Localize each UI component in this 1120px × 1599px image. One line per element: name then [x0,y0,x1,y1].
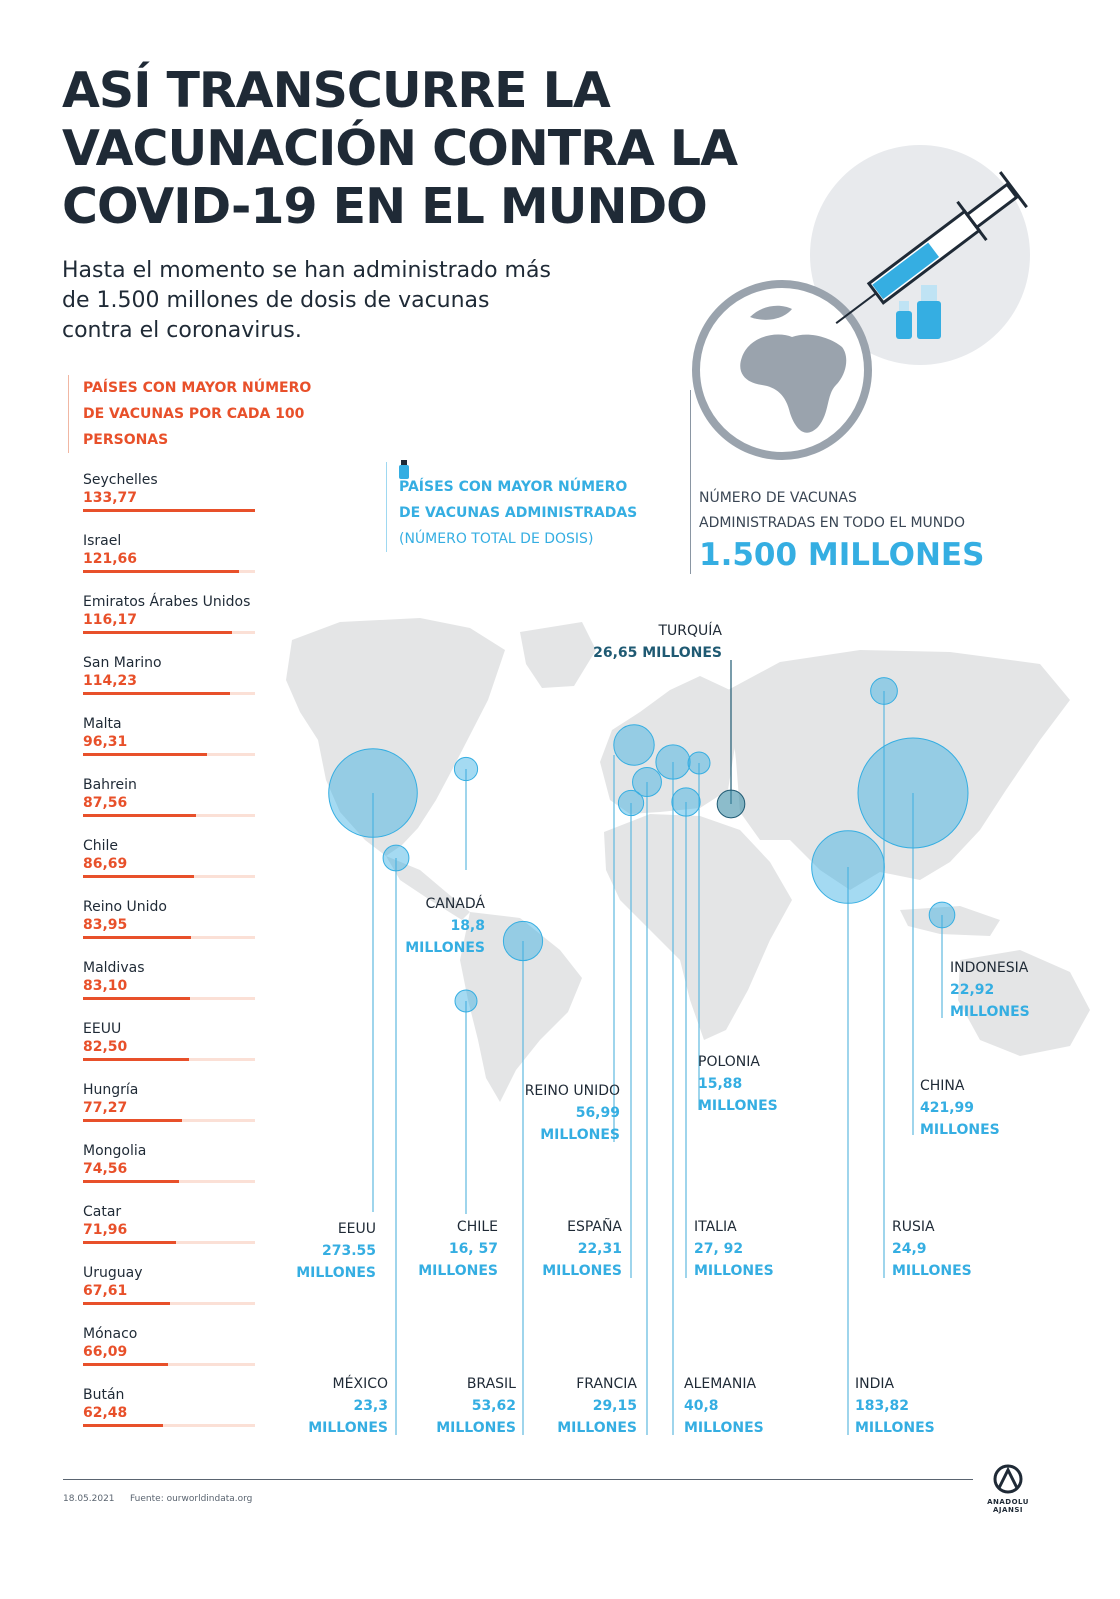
anadolu-logo-text: ANADOLU AJANSI [987,1498,1029,1514]
callout-country-name: ALEMANIA [684,1376,757,1392]
country-callout [418,1216,498,1282]
country-callout [694,1216,774,1282]
callout-value: 26,65 MILLONES [593,645,722,661]
callout-unit: MILLONES [296,1265,376,1281]
callout-unit: MILLONES [540,1127,620,1143]
ranking-value: 62,48 [83,1405,128,1421]
callout-country-name: CHINA [920,1078,965,1094]
country-bubble [656,745,690,779]
ranking-value: 82,50 [83,1039,128,1055]
callout-country-name: CHILE [456,1219,498,1235]
callout-country-name: ITALIA [694,1219,737,1235]
ranking-country-name: Mongolia [83,1143,147,1159]
anadolu-logo-icon [990,1464,1026,1494]
country-callout [542,1216,622,1282]
ranking-value: 74,56 [83,1161,128,1177]
totals-heading-line: PAÍSES CON MAYOR NÚMERO [399,479,628,495]
ranking-heading-line: DE VACUNAS POR CADA 100 [83,406,305,422]
callout-country-name: INDONESIA [950,960,1029,976]
callout-value: 15,88 [698,1076,743,1092]
country-bubble [858,738,968,848]
callout-country-name: REINO UNIDO [524,1083,620,1099]
callout-country-name: CANADÁ [425,896,485,912]
country-bubble [812,831,885,904]
callout-value: 16, 57 [448,1241,498,1257]
callout-value: 40,8 [684,1398,719,1414]
country-callout [308,1373,388,1439]
subtitle-line: de 1.500 millones de dosis de vacunas [62,288,490,313]
callout-value: 421,99 [920,1100,975,1116]
greenland-shape [520,622,596,688]
africa-shape [604,814,792,1040]
country-bubble [688,752,710,774]
country-bubble [454,757,477,780]
country-bubble [633,768,662,797]
ranking-country-name: EEUU [83,1021,122,1037]
callout-unit: MILLONES [418,1263,498,1279]
ranking-value: 133,77 [83,490,138,506]
country-bubble [614,725,654,765]
ranking-value: 77,27 [83,1100,128,1116]
country-bubble [672,788,700,816]
ranking-country-name: Seychelles [83,472,158,488]
callout-unit: MILLONES [694,1263,774,1279]
callout-value: 24,9 [892,1241,927,1257]
world-total-value: 1.500 MILLONES [699,537,985,573]
callout-unit: MILLONES [950,1004,1030,1020]
country-callout [920,1075,1000,1141]
ranking-value: 87,56 [83,795,128,811]
callout-country-name: RUSIA [892,1219,935,1235]
callout-unit: MILLONES [698,1098,778,1114]
country-callout [557,1373,637,1439]
callout-country-name: ESPAÑA [567,1219,622,1235]
ranking-country-name: Uruguay [83,1265,143,1281]
anadolu-logo [978,1464,1038,1514]
ranking-country-name: Israel [83,533,122,549]
country-callout [684,1373,764,1439]
ranking-value: 114,23 [83,673,138,689]
callout-unit: MILLONES [855,1420,935,1436]
country-bubble [455,990,477,1012]
callout-value: 22,92 [950,982,995,998]
ranking-value: 71,96 [83,1222,128,1238]
footer-source: Fuente: ourworldindata.org [130,1494,253,1504]
title-line: VACUNACIÓN CONTRA LA [62,120,738,177]
callout-value: 27, 92 [694,1241,744,1257]
ranking-country-name: Emiratos Árabes Unidos [83,594,251,610]
callout-country-name: POLONIA [698,1054,760,1070]
callout-value: 183,82 [855,1398,910,1414]
country-bubble [383,845,409,871]
ranking-value: 96,31 [83,734,128,750]
ranking-country-name: Bután [83,1387,125,1403]
country-callout [436,1373,516,1439]
country-bubble [503,921,542,960]
callout-unit: MILLONES [308,1420,388,1436]
country-callout [698,1051,778,1117]
country-callout [525,1080,620,1146]
callout-value: 56,99 [575,1105,620,1121]
subtitle-line: Hasta el momento se han administrado más [62,258,551,283]
totals-heading-line: (NÚMERO TOTAL DE DOSIS) [399,531,594,547]
ranking-value: 116,17 [83,612,138,628]
country-callout [892,1216,972,1282]
footer-divider [63,1479,973,1480]
footer-date: 18.05.2021 [63,1494,115,1504]
callout-value: 53,62 [471,1398,516,1414]
title-line: COVID-19 EN EL MUNDO [62,178,707,235]
ranking-value: 86,69 [83,856,128,872]
callout-unit: MILLONES [405,940,485,956]
callout-country-name: EEUU [337,1221,376,1237]
ranking-country-name: Chile [83,838,119,854]
title-line: ASÍ TRANSCURRE LA [62,62,610,119]
country-bubble [871,678,898,705]
callout-country-name: INDIA [855,1376,895,1392]
country-callout [405,893,485,959]
callout-value: 18,8 [450,918,485,934]
ranking-value: 67,61 [83,1283,128,1299]
ranking-country-name: Hungría [83,1082,139,1098]
ranking-country-name: Maldivas [83,960,145,976]
callout-country-name: TURQUÍA [658,623,722,639]
callout-unit: MILLONES [436,1420,516,1436]
callout-country-name: MÉXICO [332,1376,388,1392]
ranking-country-name: San Marino [83,655,162,671]
ranking-country-name: Reino Unido [83,899,167,915]
callout-unit: MILLONES [542,1263,622,1279]
callout-value: 29,15 [592,1398,637,1414]
ranking-heading-line: PERSONAS [83,432,169,448]
country-bubble [329,749,418,838]
ranking-country-name: Bahrein [83,777,137,793]
ranking-country-name: Malta [83,716,122,732]
world-total-label-line: NÚMERO DE VACUNAS [699,490,857,506]
ranking-country-name: Catar [83,1204,122,1220]
world-total-label-line: ADMINISTRADAS EN TODO EL MUNDO [699,515,966,531]
ranking-value: 121,66 [83,551,138,567]
totals-heading-line: DE VACUNAS ADMINISTRADAS [399,505,638,521]
country-callout [855,1373,935,1439]
country-callout [950,957,1030,1023]
callout-value: 273.55 [321,1243,376,1259]
ranking-value: 66,09 [83,1344,128,1360]
callout-unit: MILLONES [892,1263,972,1279]
ranking-heading-line: PAÍSES CON MAYOR NÚMERO [83,380,312,396]
ranking-country-name: Mónaco [83,1326,138,1342]
ranking-value: 83,95 [83,917,128,933]
callout-value: 23,3 [353,1398,388,1414]
subtitle-line: contra el coronavirus. [62,318,302,343]
callout-unit: MILLONES [684,1420,764,1436]
country-bubble [717,790,745,818]
callout-value: 22,31 [577,1241,622,1257]
country-bubble [929,902,955,928]
callout-country-name: BRASIL [466,1376,516,1392]
country-callout [593,620,722,664]
ranking-value: 83,10 [83,978,128,994]
callout-country-name: FRANCIA [576,1376,637,1392]
callout-unit: MILLONES [557,1420,637,1436]
callout-unit: MILLONES [920,1122,1000,1138]
country-callout [296,1218,376,1284]
